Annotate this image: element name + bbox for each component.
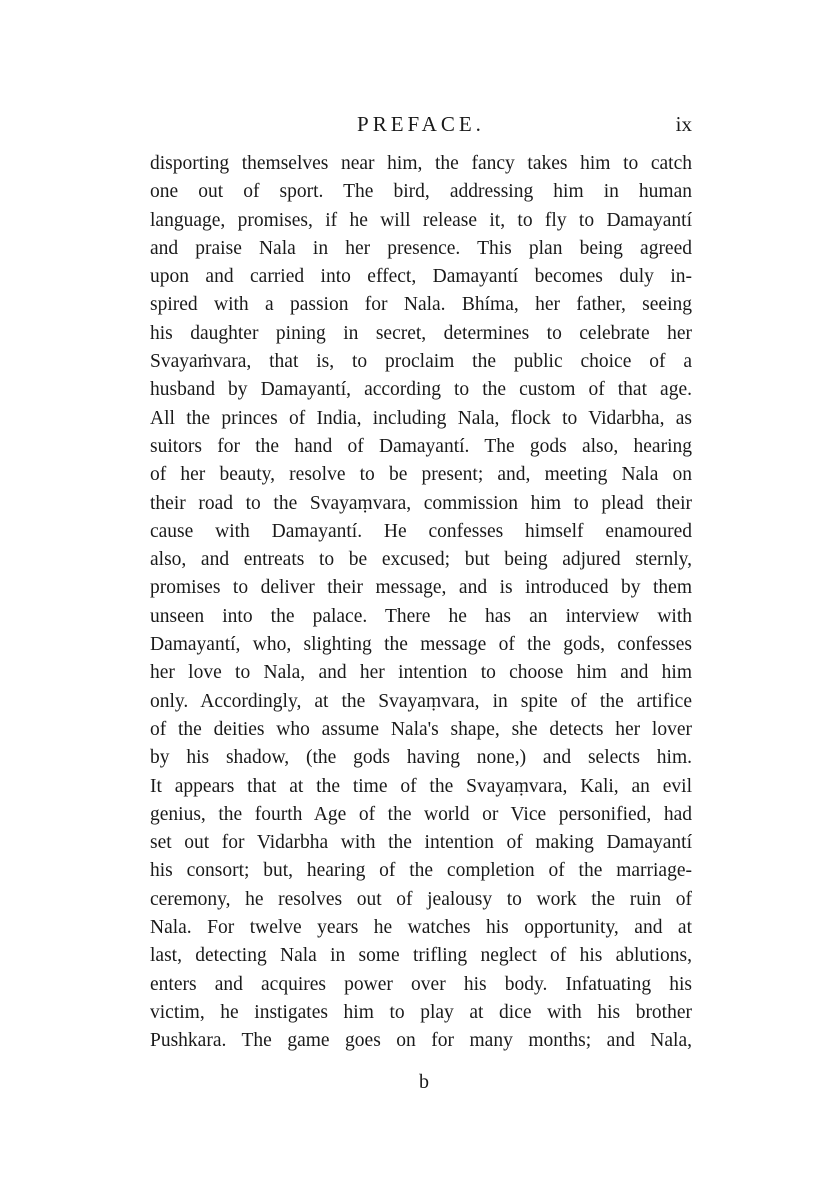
text-line: only. Accordingly, at the Svayaṃvara, in spite of the artifice xyxy=(150,690,692,712)
text-line: Damayantí, who, slighting the message of the gods, confesses xyxy=(150,634,692,656)
text-line: All the princes of India, including Nala, flock to Vidarbha, as xyxy=(150,407,692,429)
text-line: cause with Damayantí. He confesses himself enamoured xyxy=(150,520,692,542)
page-number: ix xyxy=(675,112,692,136)
text-line: last, detecting Nala in some trifling neglect of his ablutions, xyxy=(150,945,692,967)
text-line: unseen into the palace. There he has an interview with xyxy=(150,605,692,627)
text-line: upon and carried into effect, Damayantí becomes duly in- xyxy=(150,266,692,288)
body-text xyxy=(150,150,692,1056)
text-line: their road to the Svayaṃvara, commission him to plead their xyxy=(150,492,692,514)
signature-mark: b xyxy=(419,1071,429,1093)
text-line: husband by Damayantí, according to the custom of that age. xyxy=(150,379,692,401)
text-line: of the deities who assume Nala's shape, she detects her lover xyxy=(150,718,692,740)
text-line: enters and acquires power over his body. Infatuating his xyxy=(150,973,692,995)
text-line: by his shadow, (the gods having none,) and selects him. xyxy=(150,747,692,769)
text-line: ceremony, he resolves out of jealousy to work the ruin of xyxy=(150,888,692,910)
text-line: genius, the fourth Age of the world or Vice personified, had xyxy=(150,803,692,825)
text-line: her love to Nala, and her intention to choose him and him xyxy=(150,662,692,684)
text-line: victim, he instigates him to play at dice with his brother xyxy=(150,1001,692,1023)
text-line: his daughter pining in secret, determines to celebrate her xyxy=(150,322,692,344)
text-line: language, promises, if he will release it, to fly to Damayantí xyxy=(150,209,692,231)
text-line: set out for Vidarbha with the intention of making Damayantí xyxy=(150,832,692,854)
text-line: and praise Nala in her presence. This plan being agreed xyxy=(150,237,692,259)
running-title: PREFACE. xyxy=(357,112,485,136)
text-line: Pushkara. The game goes on for many months; and Nala, xyxy=(150,1030,692,1052)
text-line: of her beauty, resolve to be present; and, meeting Nala on xyxy=(150,464,692,486)
running-head xyxy=(150,109,692,139)
text-line: Nala. For twelve years he watches his opportunity, and at xyxy=(150,917,692,939)
text-line: one out of sport. The bird, addressing him in human xyxy=(150,181,692,203)
text-line: It appears that at the time of the Svayaṃvara, Kali, an evil xyxy=(150,775,692,797)
text-line: his consort; but, hearing of the completion of the marriage- xyxy=(150,860,692,882)
text-line: Svayaṁvara, that is, to proclaim the public choice of a xyxy=(150,351,692,373)
text-line: promises to deliver their message, and is introduced by them xyxy=(150,577,692,599)
text-line: also, and entreats to be excused; but being adjured sternly, xyxy=(150,549,692,571)
text-line: spired with a passion for Nala. Bhíma, her father, seeing xyxy=(150,294,692,316)
text-line: suitors for the hand of Damayantí. The gods also, hearing xyxy=(150,435,692,457)
text-line: disporting themselves near him, the fancy takes him to catch xyxy=(150,153,692,174)
